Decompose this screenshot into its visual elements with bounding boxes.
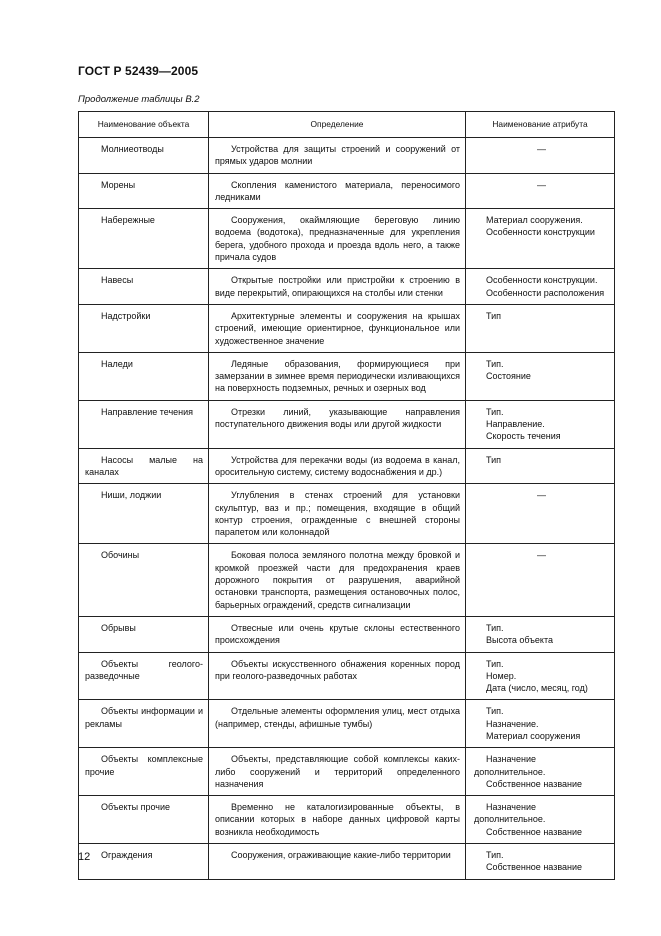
attribute-item: Тип. [486,658,504,669]
attribute-item: Назначение. [486,718,539,729]
attribute-item: Тип. [486,706,504,717]
attribute-item: Особенности расположения [486,287,605,298]
attribute-cell [466,269,615,305]
object-name-cell: Наледи [79,352,209,400]
attribute-cell [466,138,615,174]
object-name-cell: Ниши, лоджии [79,484,209,544]
attribute-cell [466,748,615,796]
attribute-item: — [537,179,546,190]
table-row [79,400,615,448]
table-caption: Продолжение таблицы В.2 [78,94,200,105]
attribute-item: — [537,550,546,561]
table-row [79,544,615,616]
attribute-item: Номер. [486,670,517,681]
definition-cell: Сооружения, ограживающие какие-либо территории [209,844,466,880]
attribute-cell [466,544,615,616]
attribute-item: Скорость течения [486,431,561,442]
attribute-item: Тип. [486,406,504,417]
definition-cell: Боковая полоса земляного полотна между бровкой и кромкой проезжей части для предохранения краев дорожного покрытия от разрушения, аварийной остановки транспорта, размещения остановочных полос, барьерных ограждений, средств сигнализации [209,544,466,616]
attribute-item: — [537,144,546,154]
attribute-cell [466,448,615,484]
object-name-cell: Набережные [79,209,209,269]
table-row [79,616,615,652]
table-row [79,448,615,484]
definition-cell: Отвесные или очень крутые склоны естественного происхождения [209,616,466,652]
table-row [79,844,615,880]
attribute-item: Назначение дополнительное. [474,802,546,825]
attribute-item: Направление. [486,419,545,430]
object-name-cell: Объекты геолого-разведочные [79,652,209,700]
definition-cell: Углубления в стенах строений для установки скульптур, ваз и пр.; помещения, входящие в общий контур строения, огражденные с внешней стороны парапетом или колоннадой [209,484,466,544]
attribute-item: Тип. [486,850,504,861]
object-name-cell: Молниеотводы [79,138,209,174]
table-row [79,700,615,748]
definition-cell: Устройства для защиты строений и сооружений от прямых ударов молнии [209,138,466,174]
objects-table [78,111,615,880]
attribute-cell [466,400,615,448]
attribute-item: Особенности конструкции [486,227,595,238]
table-row [79,796,615,844]
definition-cell: Ледяные образования, формирующиеся при замерзании в зимнее время периодически изливающихся на поверхность подземных, речных и озерных вод [209,352,466,400]
attribute-item: Высота объекта [486,635,553,646]
table-row [79,304,615,352]
attribute-item: Назначение дополнительное. [474,754,546,777]
table-row [79,209,615,269]
table-row [79,138,615,174]
table-row [79,484,615,544]
table-row [79,352,615,400]
definition-cell: Объекты, представляющие собой комплексы каких-либо сооружений и территорий определенного назначения [209,748,466,796]
object-name-cell: Насосы малые на каналах [79,448,209,484]
attribute-item: Тип [486,454,502,465]
column-header-name: Наименование объекта [79,112,209,138]
table-row [79,652,615,700]
object-name-cell: Навесы [79,269,209,305]
attribute-item: — [537,490,546,501]
attribute-item: Особенности конструкции. [486,275,598,286]
attribute-item: Материал сооружения. [486,215,583,226]
column-header-attribute: Наименование атрибута [466,112,615,138]
table-row [79,748,615,796]
object-name-cell: Морены [79,173,209,209]
attribute-item: Материал сооружения [486,730,581,741]
definition-cell: Объекты искусственного обнажения коренных пород при геолого-разведочных работах [209,652,466,700]
definition-cell: Сооружения, окаймляющие береговую линию водоема (водотока), предназначенные для укрепления берега, удобного прохода и проезда вдоль него, а также причала судов [209,209,466,269]
attribute-item: Состояние [486,371,531,382]
attribute-cell [466,484,615,544]
document-title: ГОСТ Р 52439—2005 [78,64,199,78]
definition-cell: Архитектурные элементы и сооружения на крышах строений, имеющие ориентирное, функциональное или художественное значение [209,304,466,352]
attribute-cell [466,844,615,880]
attribute-item: Собственное название [486,826,583,837]
column-header-definition: Определение [209,112,466,138]
attribute-cell [466,209,615,269]
attribute-item: Собственное название [486,862,583,873]
object-name-cell: Направление течения [79,400,209,448]
table-row [79,173,615,209]
definition-cell: Открытые постройки или пристройки к строению в виде перекрытий, опирающихся на столбы или стенки [209,269,466,305]
attribute-item: Собственное название [486,778,583,789]
definition-cell: Отрезки линий, указывающие направления поступательного движения воды или другой жидкости [209,400,466,448]
object-name-cell: Обочины [79,544,209,616]
object-name-cell: Объекты прочие [79,796,209,844]
table-row [79,269,615,305]
attribute-cell [466,616,615,652]
object-name-cell: Надстройки [79,304,209,352]
attribute-item: Тип. [486,358,504,369]
attribute-cell [466,173,615,209]
page-number: 12 [78,851,91,863]
attribute-item: Тип [486,310,502,321]
attribute-item: Тип. [486,622,504,633]
definition-cell: Отдельные элементы оформления улиц, мест отдыха (например, стенды, афишные тумбы) [209,700,466,748]
attribute-cell [466,700,615,748]
object-name-cell: Обрывы [79,616,209,652]
object-name-cell: Объекты комплексные прочие [79,748,209,796]
object-name-cell: Объекты информации и рекламы [79,700,209,748]
table-body [79,138,615,880]
attribute-cell [466,304,615,352]
definition-cell: Временно не каталогизированные объекты, в описании которых в наборе данных цифровой карты возникла необходимость [209,796,466,844]
attribute-item: Дата (число, месяц, год) [486,683,588,694]
attribute-cell [466,652,615,700]
definition-cell: Скопления каменистого материала, переносимого ледниками [209,173,466,209]
object-name-cell: Ограждения [79,844,209,880]
attribute-cell [466,796,615,844]
definition-cell: Устройства для перекачки воды (из водоема в канал, оросительную систему, систему водоснабжения и др.) [209,448,466,484]
table-header-row [79,112,615,138]
attribute-cell [466,352,615,400]
